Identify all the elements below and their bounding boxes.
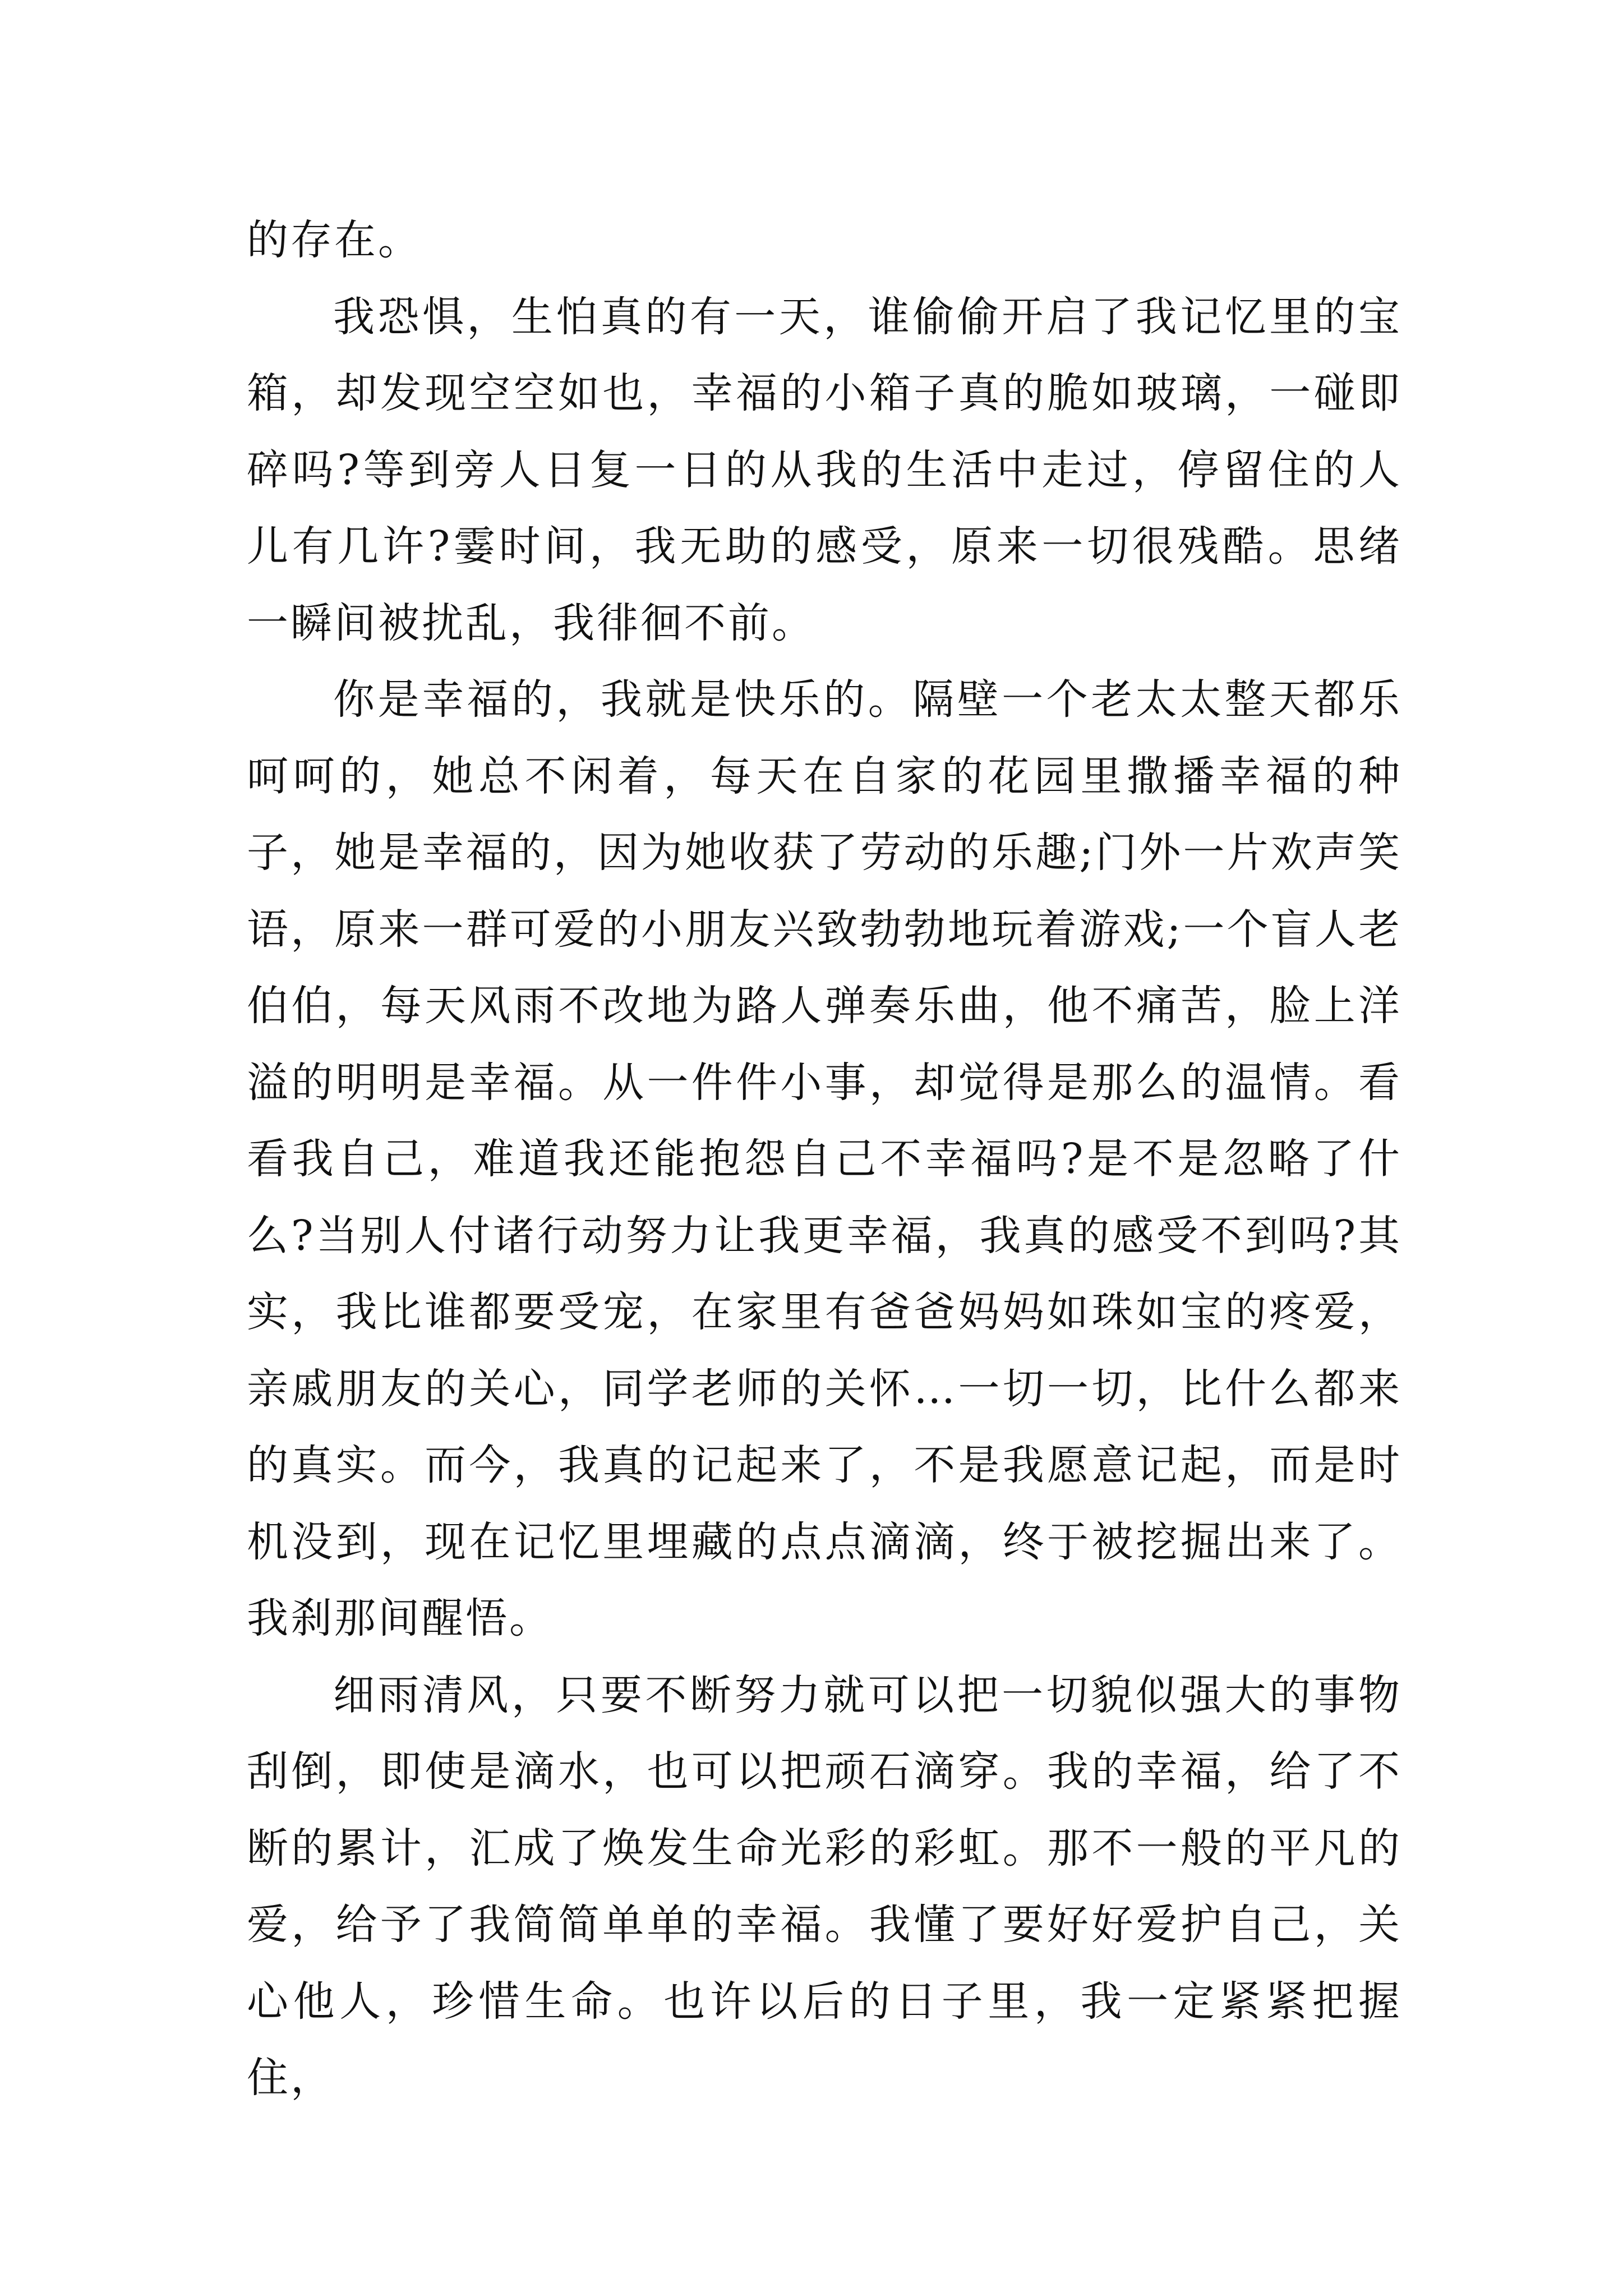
body-text — [247, 202, 1402, 2116]
paragraph-1: 的存在。 — [247, 216, 422, 264]
paragraph-4: 细雨清风，只要不断努力就可以把一切貌似强大的事物刮倒，即使是滴水，也可以把顽石滴穿。我的幸福，给了不断的累计，汇成了焕发生命光彩的彩虹。那不一般的平凡的爱，给予了我简简单单的幸福。我懂了要好好爱护自己，关心他人，珍惜生命。也许以后的日子里，我一定紧紧把握住， — [247, 1671, 1402, 2102]
paragraph-3: 你是幸福的，我就是快乐的。隔壁一个老太太整天都乐呵呵的，她总不闲着，每天在自家的花园里撒播幸福的种子，她是幸福的，因为她收获了劳动的乐趣;门外一片欢声笑语，原来一群可爱的小朋友兴致勃勃地玩着游戏;一个盲人老伯伯，每天风雨不改地为路人弹奏乐曲，他不痛苦，脸上洋溢的明明是幸福。从一件件小事，却觉得是那么的温情。看看我自己，难道我还能抱怨自己不幸福吗?是不是忽略了什么?当别人付诸行动努力让我更幸福，我真的感受不到吗?其实，我比谁都要受宠，在家里有爸爸妈妈如珠如宝的疼爱，亲戚朋友的关心，同学老师的关怀…一切一切，比什么都来的真实。而今，我真的记起来了，不是我愿意记起，而是时机没到，现在记忆里埋藏的点点滴滴，终于被挖掘出来了。我刹那间醒悟。 — [247, 675, 1402, 1642]
paragraph-2: 我恐惧，生怕真的有一天，谁偷偷开启了我记忆里的宝箱，却发现空空如也，幸福的小箱子真的脆如玻璃，一碰即碎吗?等到旁人日复一日的从我的生活中走过，停留住的人儿有几许?霎时间，我无助的感受，原来一切很残酷。思绪一瞬间被扰乱，我徘徊不前。 — [247, 292, 1402, 647]
